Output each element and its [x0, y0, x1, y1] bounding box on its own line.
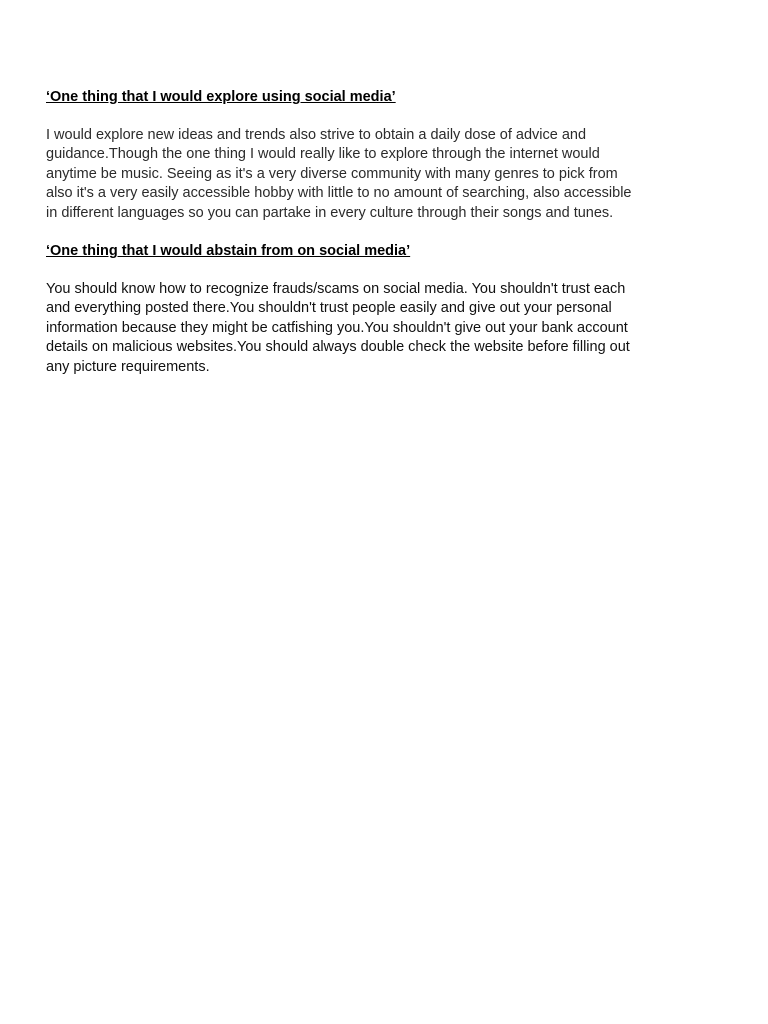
paragraph-line: and everything posted there.You shouldn't trust people easily and give out your personal: [46, 300, 612, 317]
paragraph-line: any picture requirements.: [46, 358, 210, 375]
document-body: [46, 88, 686, 377]
paragraph-line: details on malicious websites.You should always double check the website before filling out: [46, 339, 630, 356]
section-heading: ‘One thing that I would abstain from on social media’: [46, 243, 411, 260]
section-paragraph: [46, 126, 686, 223]
section-paragraph: [46, 280, 686, 377]
paragraph-line: You should know how to recognize frauds/scams on social media. You shouldn't trust each: [46, 281, 626, 298]
section-abstain: [46, 242, 686, 377]
paragraph-line: information because they might be catfishing you.You shouldn't give out your bank account: [46, 319, 628, 336]
paragraph-line: I would explore new ideas and trends also strive to obtain a daily dose of advice and: [46, 127, 587, 143]
paragraph-line: also it's a very easily accessible hobby with little to no amount of searching, also accessible: [46, 185, 632, 202]
section-heading: ‘One thing that I would explore using social media’: [46, 89, 396, 105]
section-explore: [46, 88, 686, 223]
paragraph-line: anytime be music. Seeing as it's a very diverse community with many genres to pick from: [46, 165, 618, 182]
paragraph-line: in different languages so you can partake in every culture through their songs and tunes.: [46, 204, 614, 221]
paragraph-line: guidance.Though the one thing I would really like to explore through the internet would: [46, 146, 600, 163]
